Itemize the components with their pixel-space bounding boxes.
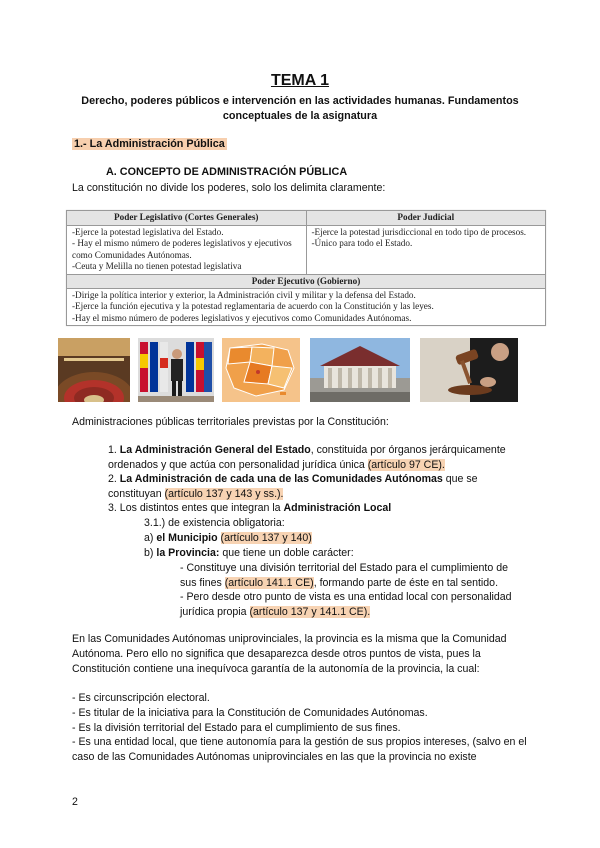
list-item: - Es la división territorial del Estado para el cumplimiento de sus fines. [72, 721, 401, 734]
table-line: -Hay el mismo número de poderes legislativos y ejecutivos como Comunidades Autónomas. [72, 312, 412, 323]
list-item: 1. La Administración General del Estado, constituida por órganos jerárquicamente ordenados y que actúa con personalidad jurídica única (artículo 97 CE). [108, 444, 506, 471]
provincia-detail: - Constituye una división territorial del Estado para el cumplimiento de sus fines (artículo 141.1 CE), formando parte de éste en tal sentido. [180, 562, 508, 589]
ejecutivo-cell [67, 289, 545, 326]
page-number: 2 [72, 796, 78, 808]
provincia-detail: - Pero desde otro punto de vista es una entidad local con personalidad jurídica propia (artículo 137 y 141.1 CE). [180, 591, 512, 618]
list-item: - Es circunscripción electoral. [72, 692, 210, 704]
admins-intro: Administraciones públicas territoriales previstas por la Constitución: [72, 416, 389, 428]
table-line: -Ejerce la potestad legislativa del Estado. [72, 226, 224, 237]
government-building-image [310, 338, 410, 402]
table-line: -Dirige la política interior y exterior, la Administración civil y militar y la defensa del Estado. [72, 289, 416, 300]
sub-item-3-1: 3.1.) de existencia obligatoria: [144, 517, 285, 529]
article-reference: (artículo 137 y 143 y ss.). [164, 487, 284, 500]
legislativo-header: Poder Legislativo (Cortes Generales) [67, 211, 306, 226]
table-line: -Único para todo el Estado. [311, 238, 413, 248]
judicial-header: Poder Judicial [306, 211, 546, 226]
photo-strip [58, 338, 548, 402]
list-item: 2. La Administración de cada una de las Comunidades Autónomas que se constituyan (artículo 137 y 143 y ss.). [108, 473, 478, 500]
list-item-provincia: b) la Provincia: que tiene un doble carácter: [144, 547, 354, 559]
article-reference: (artículo 97 CE). [367, 458, 445, 471]
article-reference: (artículo 137 y 141.1 CE). [249, 605, 371, 618]
powers-table [66, 210, 546, 326]
table-line: -Ejerce la potestad jurisdiccional en todo tipo de procesos. [311, 226, 527, 237]
table-line: -Ejerce la función ejecutiva y la potestad reglamentaria de acuerdo con la Constitución y las leyes. [72, 301, 434, 311]
list-item: - Es titular de la iniciativa para la Constitución de Comunidades Autónomas. [72, 706, 428, 719]
section-heading: 1.- La Administración Pública [74, 138, 225, 150]
list-item: - Es una entidad local, que tiene autonomía para la gestión de sus propios intereses, (salvo en el caso de las Comunidades Autónomas uniprovinciales en las que la provincia no existe [72, 736, 527, 764]
judicial-cell [306, 226, 546, 274]
page-title: TEMA 1 [270, 72, 330, 89]
article-reference: (artículo 141.1 CE) [224, 576, 314, 589]
page-subtitle: Derecho, poderes públicos e intervención en las actividades humanas. Fundamentos conceptuales de la asignatura [81, 95, 519, 122]
judge-gavel-image [420, 338, 518, 402]
list-item-municipio: a) el Municipio (artículo 137 y 140) [144, 532, 312, 544]
legislativo-cell [67, 226, 306, 274]
intro-text: La constitución no divide los poderes, solo los delimita claramente: [72, 182, 386, 194]
table-line: - Hay el mismo número de poderes legislativos y ejecutivos como Comunidades Autónomas. [72, 238, 292, 260]
bullet-list [72, 691, 532, 765]
ejecutivo-header: Poder Ejecutivo (Gobierno) [67, 274, 545, 289]
parliament-hemicycle-image [58, 338, 130, 402]
autonomous-communities-map-image [222, 338, 300, 402]
paragraph: En las Comunidades Autónomas uniprovinciales, la provincia es la misma que la Comunidad Autónoma. Pero ello no significa que desaparezca desde otros puntos de vista, pues la Constitución contiene una inequívoca garantía de la autonomía de la provincia, la cual: [72, 633, 507, 675]
flags-politician-image [138, 338, 214, 402]
table-line: -Ceuta y Melilla no tienen potestad legislativa [72, 261, 242, 271]
subsection-heading: A. CONCEPTO DE ADMINISTRACIÓN PÚBLICA [106, 166, 348, 178]
list-item: 3. Los distintos entes que integran la Administración Local [108, 502, 392, 514]
article-reference: (artículo 137 y 140) [220, 532, 312, 544]
